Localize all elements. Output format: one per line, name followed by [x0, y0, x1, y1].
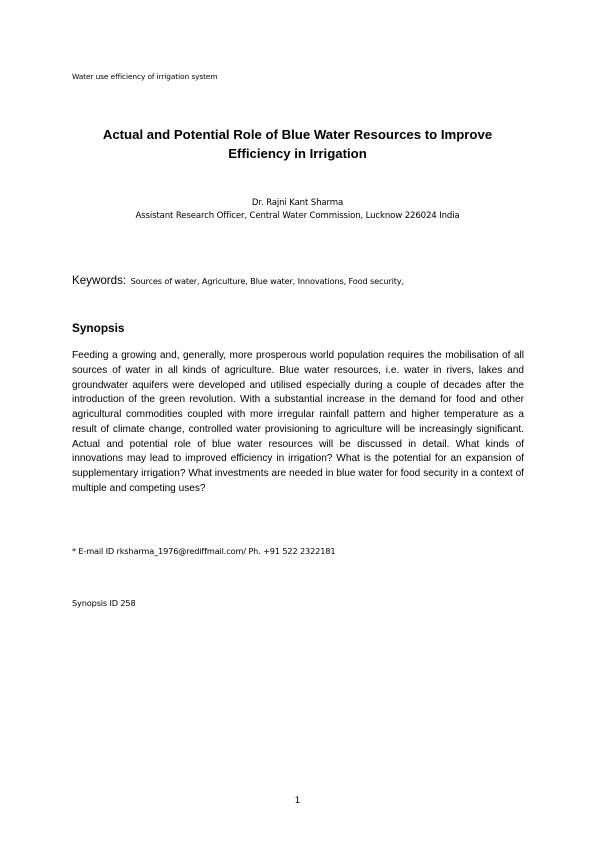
paper-title: Actual and Potential Role of Blue Water Resources to Improve Efficiency in Irrigation	[102, 127, 493, 161]
footnote-contact: * E-mail ID rksharma_1976@rediffmail.com/ Ph. +91 522 2322181	[72, 546, 336, 556]
synopsis-id: Synopsis ID 258	[72, 598, 136, 608]
keywords-list: Sources of water, Agriculture, Blue water, Innovations, Food security,	[130, 276, 404, 286]
author-affiliation: Assistant Research Officer, Central Water Commission, Lucknow 226024 India	[135, 211, 460, 221]
running-header: Water use efficiency of irrigation system	[72, 72, 218, 81]
page-number: 1	[294, 796, 301, 806]
synopsis-heading: Synopsis	[72, 321, 125, 335]
synopsis-body: Feeding a growing and, generally, more prosperous world population requires the mobilisation of all sources of water in all kinds of agriculture. Blue water resources, i.e. water in rivers, lakes and groundwater aquifers were developed and utilised especially during a couple of decades after the introduction of the green revolution. With a substantial increase in the demand for food and other agricultural commodities coupled with more irregular rainfall pattern and higher temperature as a result of climate change, controlled water provisioning to agriculture will be increasingly significant. Actual and potential role of blue water resources will be discussed in detail. What kinds of innovations may lead to improved efficiency in irrigation? What is the potential for an expansion of supplementary irrigation? What investments are needed in blue water for food security in a context of multiple and competing uses?	[72, 350, 524, 494]
author-block	[72, 197, 523, 223]
author-name: Dr. Rajni Kant Sharma	[251, 198, 344, 208]
keywords-label: Keywords:	[72, 274, 127, 287]
keywords-line	[72, 272, 404, 289]
